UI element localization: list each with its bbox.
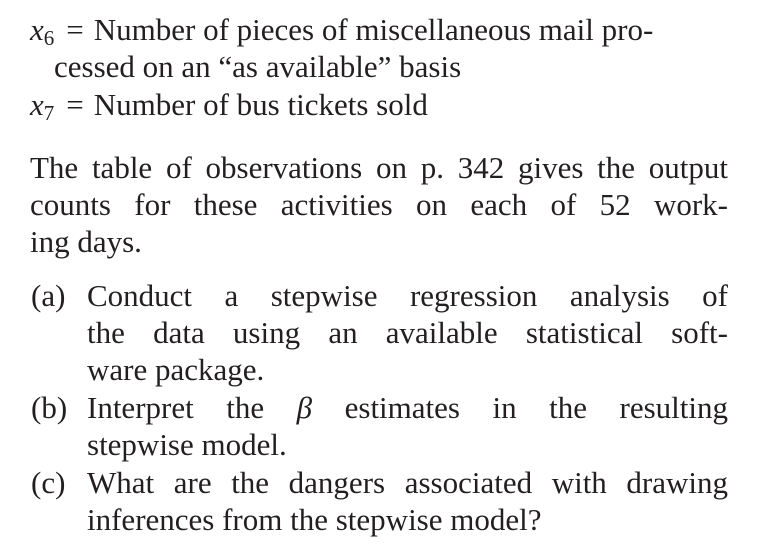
item-a-line-2: the data using an available statistical soft-: [87, 315, 728, 350]
definition-x6-text: Number of pieces of miscellaneous mail pro-: [93, 12, 654, 47]
item-b-label: (b): [31, 390, 68, 425]
paragraph-line-2: counts for these activities on each of 52 work-: [30, 187, 728, 222]
equals-sign: =: [66, 87, 84, 122]
item-c-label: (c): [31, 465, 66, 500]
item-a-label: (a): [31, 278, 66, 313]
variable-x7: $x_7$: [30, 87, 55, 125]
equals-sign: =: [66, 12, 84, 47]
paragraph-line-3: ing days.: [30, 224, 142, 259]
definition-x7-line: [30, 87, 428, 131]
paragraph-line-1: The table of observations on p. 342 gives the output: [30, 150, 728, 185]
definition-x7-text: Number of bus tickets sold: [93, 87, 428, 122]
beta-symbol: β: [296, 390, 313, 425]
definition-x6-line2: cessed on an “as available” basis: [54, 49, 462, 84]
item-b-line-1: Interpret the β estimates in the resulting: [87, 390, 729, 425]
item-a-line-1: Conduct a stepwise regression analysis of: [87, 278, 728, 313]
item-c-line-1: What are the dangers associated with drawing: [87, 465, 728, 500]
item-c-line-2: inferences from the stepwise model?: [87, 502, 542, 537]
variable-x6: $x_6$: [30, 12, 55, 50]
item-b-line-2: stepwise model.: [87, 427, 287, 462]
item-a-line-3: ware package.: [87, 352, 265, 387]
